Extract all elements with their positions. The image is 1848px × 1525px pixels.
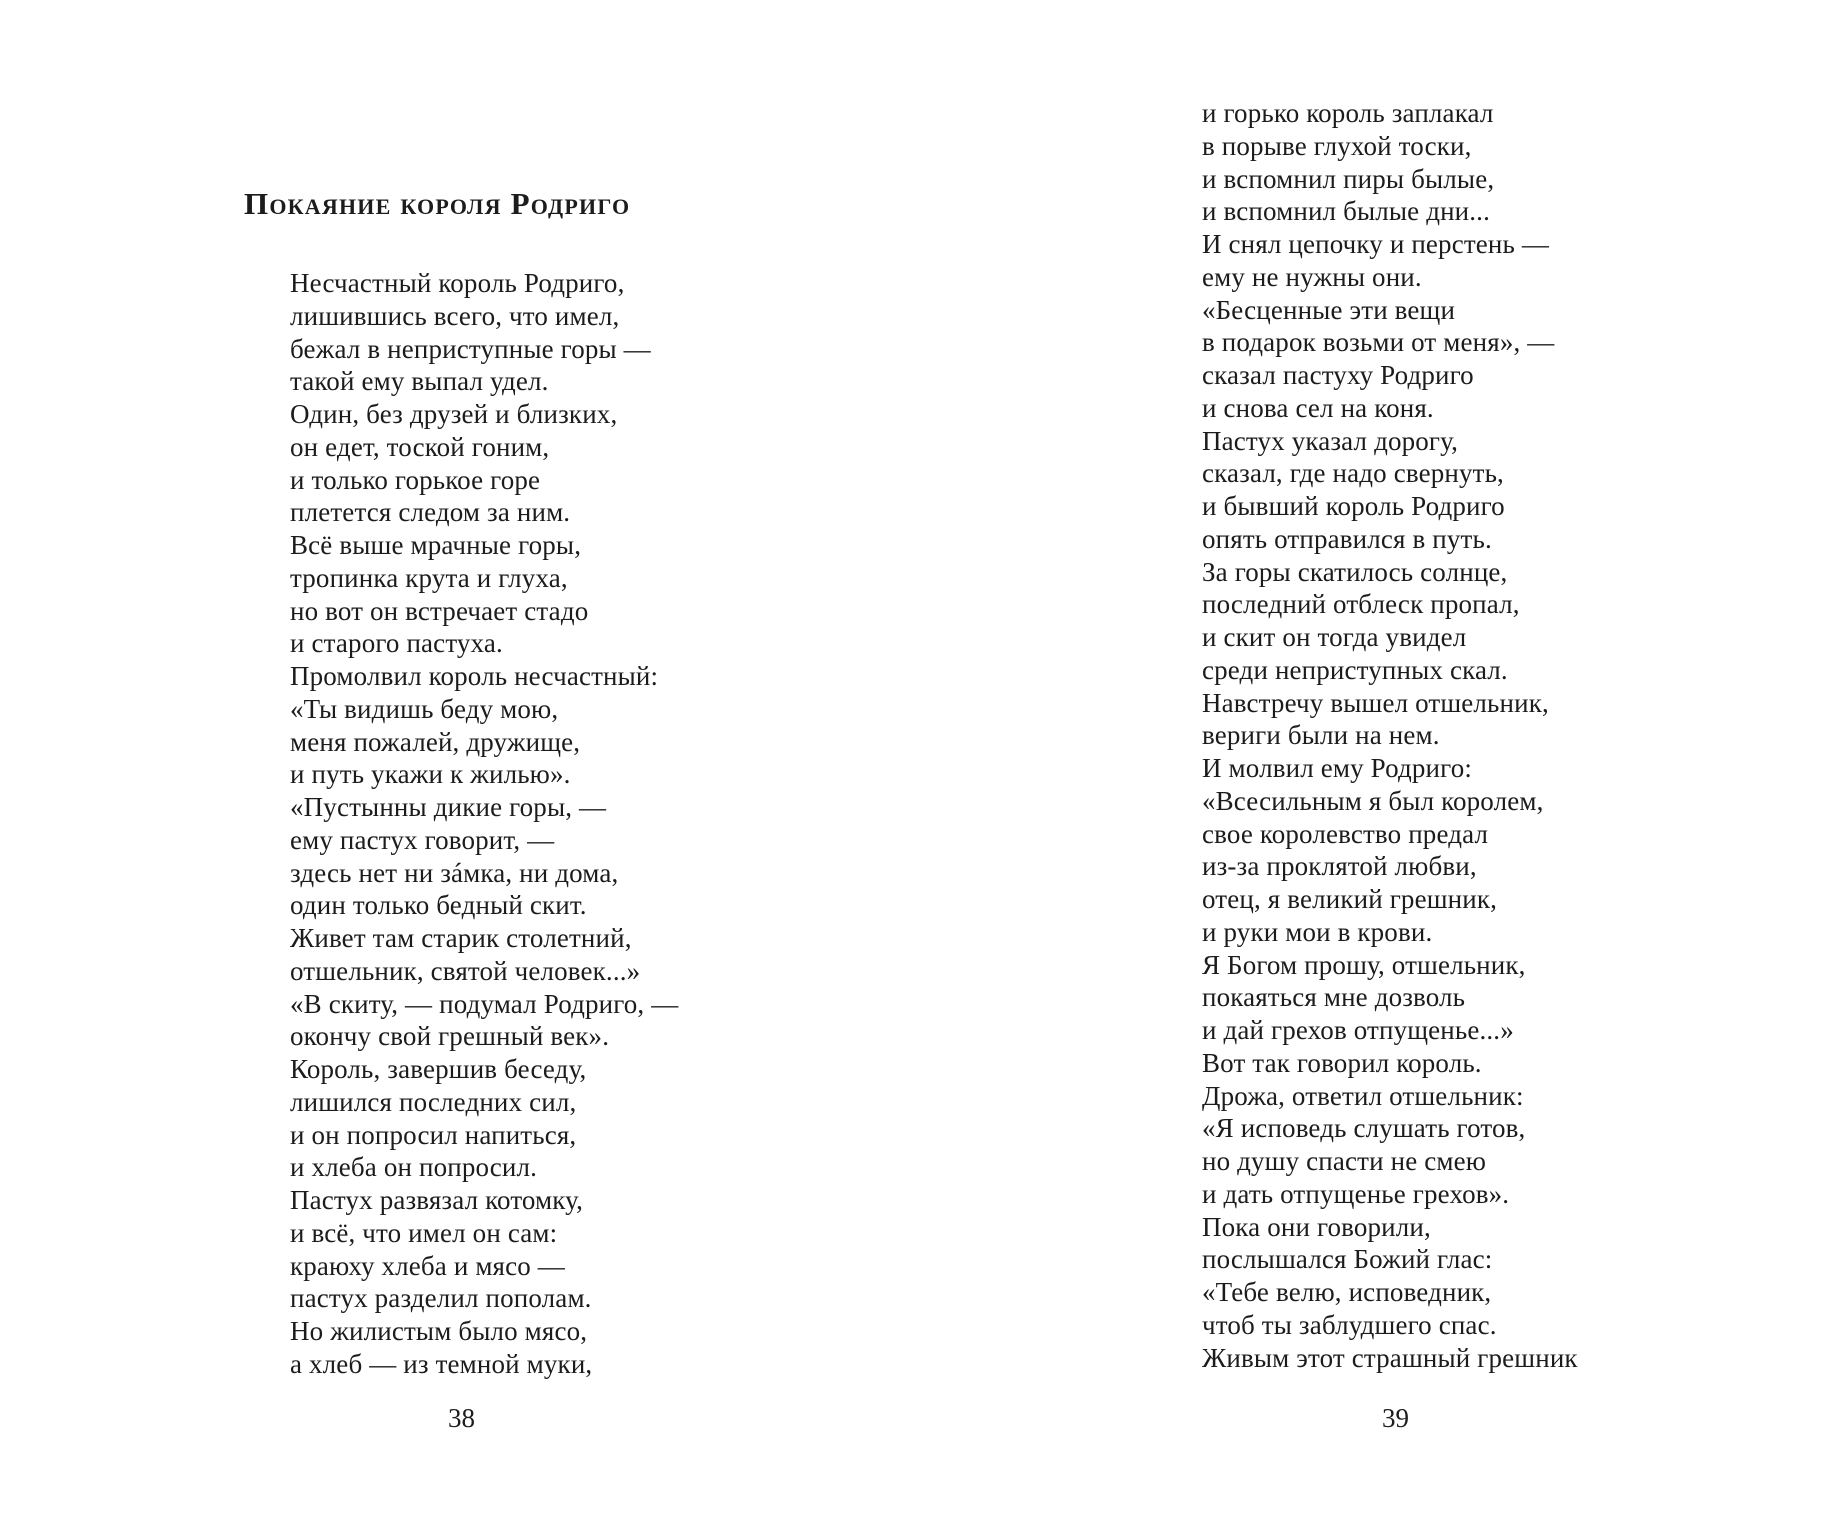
- verse-line: бежал в неприступные горы —: [290, 333, 651, 364]
- verse-line: окончу свой грешный век».: [290, 1021, 610, 1052]
- verse-line: Я Богом прошу, отшельник,: [1202, 949, 1526, 980]
- verse-line: свое королевство предал: [1202, 818, 1489, 849]
- verse-line: «Пустынны дикие горы, —: [290, 792, 607, 822]
- verse-line: «Ты видишь беду мою,: [290, 693, 559, 724]
- verse-line: Пока они говорили,: [1202, 1211, 1431, 1242]
- verse-line: отец, я великий грешник,: [1202, 884, 1498, 914]
- verse-line: лишился последних сил,: [290, 1086, 577, 1117]
- verse-line: ему пастух говорит, —: [290, 824, 555, 855]
- poem-title: Покаяние короля Родриго: [244, 186, 631, 221]
- verse-line: и путь укажи к жилью».: [290, 759, 571, 790]
- verse-line: и старого пастуха.: [290, 628, 503, 659]
- verse-line: но душу спасти не смею: [1202, 1146, 1487, 1176]
- verse-line: «Бесценные эти вещи: [1202, 294, 1456, 325]
- verse-line: плетется следом за ним.: [290, 497, 571, 528]
- verse-line: но вот он встречает стадо: [290, 595, 589, 626]
- verse-line: «Всесильным я был королем,: [1202, 785, 1544, 816]
- verse-line: из-за проклятой любви,: [1202, 851, 1477, 882]
- verse-line: Живет там старик столетний,: [290, 923, 632, 953]
- verse-line: Пастух указал дорогу,: [1202, 425, 1458, 456]
- verse-line: и только горькое горе: [290, 464, 541, 495]
- verse-line: и снова сел на коня.: [1202, 392, 1434, 423]
- verse-line: пастух разделил пополам.: [290, 1283, 592, 1314]
- verse-line: «В скиту, — подумал Родриго, —: [290, 988, 679, 1019]
- verse-line: лишившись всего, что имел,: [290, 300, 620, 331]
- page-number-right: 39: [1382, 1403, 1409, 1433]
- verse-line: и вспомнил пиры былые,: [1202, 163, 1495, 194]
- verse-line: Промолвил король несчастный:: [290, 661, 659, 691]
- verse-line: Всё выше мрачные горы,: [290, 530, 582, 560]
- verse-line: ему не нужны они.: [1202, 261, 1422, 292]
- verse-line: и всё, что имел он сам:: [290, 1217, 558, 1248]
- verse-line: тропинка крута и глуха,: [290, 562, 568, 593]
- poem-text-right: [1202, 97, 1578, 1374]
- verse-line: такой ему выпал удел.: [290, 366, 549, 397]
- verse-line: Несчастный король Родриго,: [290, 268, 625, 298]
- verse-line: и горько король заплакал: [1202, 98, 1494, 128]
- page-number-left: 38: [448, 1403, 475, 1433]
- verse-line: Пастух развязал котомку,: [290, 1185, 584, 1215]
- verse-line: И молвил ему Родриго:: [1202, 753, 1472, 783]
- verse-line: среди неприступных скал.: [1202, 654, 1508, 685]
- verse-line: в порыве глухой тоски,: [1202, 130, 1472, 161]
- verse-line: Живым этот страшный грешник: [1202, 1342, 1578, 1373]
- verse-line: Дрожа, ответил отшельник:: [1202, 1080, 1524, 1111]
- verse-line: и руки мои в крови.: [1202, 916, 1433, 947]
- verse-line: покаяться мне дозволь: [1202, 982, 1466, 1013]
- verse-line: последний отблеск пропал,: [1202, 589, 1520, 620]
- verse-line: Навстречу вышел отшельник,: [1202, 687, 1549, 718]
- verse-line: краюху хлеба и мясо —: [290, 1250, 565, 1281]
- verse-line: Король, завершив беседу,: [290, 1054, 587, 1084]
- verse-line: сказал пастуху Родриго: [1202, 360, 1474, 390]
- right-page: [924, 0, 1848, 1525]
- verse-line: Вот так говорил король.: [1202, 1047, 1482, 1078]
- poem-text-left: [290, 267, 678, 1381]
- verse-line: меня пожалей, дружище,: [290, 726, 581, 757]
- verse-line: и скит он тогда увидел: [1202, 622, 1467, 652]
- verse-line: Но жилистым было мясо,: [290, 1316, 588, 1346]
- verse-line: он едет, тоской гоним,: [290, 431, 550, 462]
- verse-line: послышался Божий глас:: [1202, 1244, 1493, 1275]
- verse-line: один только бедный скит.: [290, 890, 587, 921]
- verse-line: в подарок возьми от меня», —: [1202, 327, 1555, 358]
- verse-line: За горы скатилось солнце,: [1202, 556, 1508, 587]
- verse-line: «Я исповедь слушать готов,: [1202, 1113, 1526, 1144]
- verse-line: и хлеба он попросил.: [290, 1152, 538, 1183]
- verse-line: «Тебе велю, исповедник,: [1202, 1277, 1492, 1307]
- verse-line: сказал, где надо свернуть,: [1202, 458, 1504, 489]
- verse-line: здесь нет ни зáмка, ни дома,: [290, 857, 619, 888]
- verse-line: отшельник, святой человек...»: [290, 955, 641, 986]
- verse-line: а хлеб — из темной муки,: [290, 1348, 593, 1379]
- verse-line: и дать отпущенье грехов».: [1202, 1178, 1510, 1209]
- verse-line: и дай грехов отпущенье...»: [1202, 1015, 1514, 1045]
- verse-line: чтоб ты заблудшего спас.: [1202, 1309, 1497, 1340]
- verse-line: И снял цепочку и перстень —: [1202, 229, 1550, 259]
- verse-line: и бывший король Родриго: [1202, 491, 1505, 521]
- verse-line: Один, без друзей и близких,: [290, 399, 618, 429]
- verse-line: и вспомнил былые дни...: [1202, 196, 1490, 227]
- verse-line: и он попросил напиться,: [290, 1119, 577, 1150]
- verse-line: опять отправился в путь.: [1202, 523, 1492, 554]
- verse-line: вериги были на нем.: [1202, 720, 1440, 751]
